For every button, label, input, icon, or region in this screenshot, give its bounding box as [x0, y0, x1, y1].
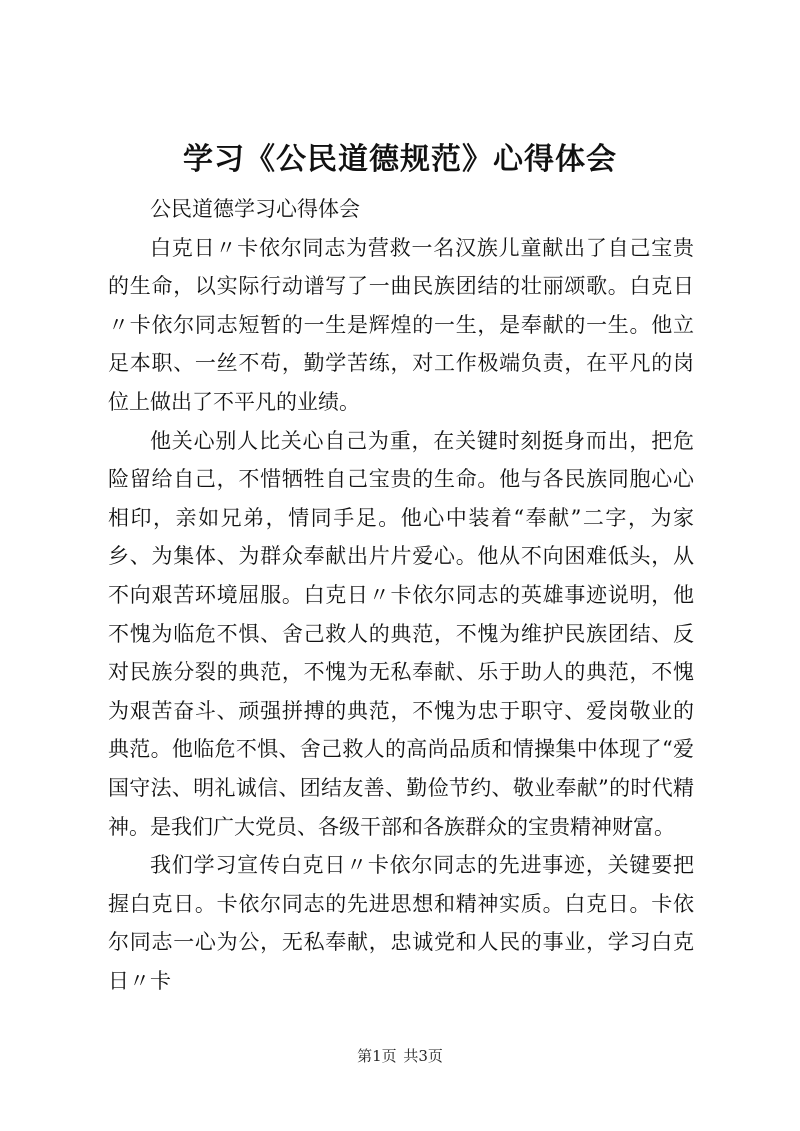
paragraph: 我们学习宣传白克日〃卡依尔同志的先进事迹，关键要把握白克日。卡依尔同志的先进思想和精神实质。白克日。卡依尔同志一心为公，无私奉献，忠诚党和人民的事业，学习白克日〃卡 — [108, 853, 694, 993]
document-body — [108, 190, 694, 1000]
paragraph: 他关心别人比关心自己为重，在关键时刻挺身而出，把危险留给自己，不惜牺牲自己宝贵的生命。他与各民族同胞心心相印，亲如兄弟，情同手足。他心中装着“奉献”二字，为家乡、为集体、为群众奉献出片片爱心。他从不向困难低头，从不向艰苦环境屈服。白克日〃卡依尔同志的英雄事迹说明，他不愧为临危不惧、舍己救人的典范，不愧为维护民族团结、反对民族分裂的典范，不愧为无私奉献、乐于助人的典范，不愧为艰苦奋斗、顽强拼搏的典范，不愧为忠于职守、爱岗敬业的典范。他临危不惧、舍己救人的高尚品质和情操集中体现了“爱国守法、明礼诚信、团结友善、勤俭节约、敬业奉献”的时代精神。是我们广大党员、各级干部和各族群众的宝贵精神财富。 — [108, 428, 694, 839]
page-total: 共3页 — [403, 1047, 443, 1065]
document-title: 学习《公民道德规范》心得体会 — [183, 142, 617, 177]
paragraph-subtitle: 公民道德学习心得体会 — [150, 197, 360, 221]
paragraph: 白克日〃卡依尔同志为营救一名汉族儿童献出了自己宝贵的生命，以实际行动谱写了一曲民族团结的壮丽颂歌。白克日〃卡依尔同志短暂的一生是辉煌的一生，是奉献的一生。他立足本职、一丝不苟，勤学苦练，对工作极端负责，在平凡的岗位上做出了不平凡的业绩。 — [108, 235, 694, 414]
page-footer — [0, 1046, 800, 1066]
page-number: 第1页 — [357, 1047, 397, 1065]
